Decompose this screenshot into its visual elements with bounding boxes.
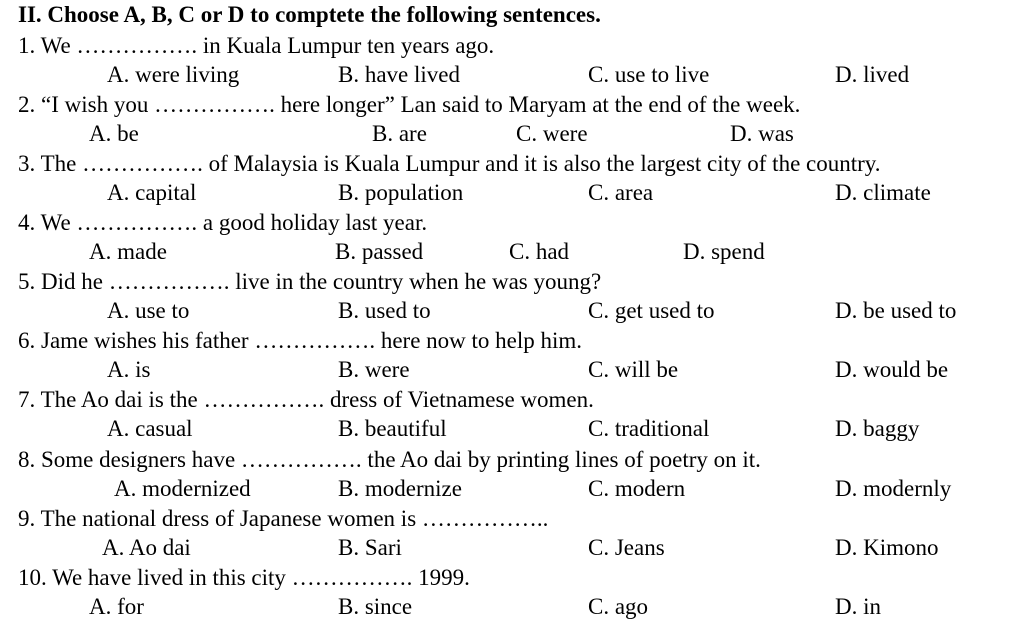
question-6: 6. Jame wishes his father ……………. here now to help him.	[18, 328, 583, 353]
q10-option-a: A. for	[89, 594, 144, 619]
q2-option-b: B. are	[372, 121, 427, 146]
q2-option-a: A. be	[89, 121, 139, 146]
q3-option-b: B. population	[338, 180, 464, 205]
q9-option-d: D. Kimono	[835, 535, 939, 560]
q9-option-c: C. Jeans	[588, 535, 665, 560]
question-3: 3. The ……………. of Malaysia is Kuala Lumpur and it is also the largest city of the country.	[18, 151, 881, 176]
question-10: 10. We have lived in this city ……………. 1999.	[18, 565, 470, 590]
q2-option-c: C. were	[516, 121, 588, 146]
question-1: 1. We ……………. in Kuala Lumpur ten years ago.	[18, 33, 495, 58]
q8-option-d: D. modernly	[835, 476, 952, 501]
question-4: 4. We ……………. a good holiday last year.	[18, 210, 428, 235]
exercise-heading: II. Choose A, B, C or D to comptete the following sentences.	[18, 2, 601, 27]
q4-option-a: A. made	[89, 239, 167, 264]
q6-option-a: A. is	[107, 357, 151, 382]
q10-option-c: C. ago	[588, 594, 649, 619]
q10-option-b: B. since	[338, 594, 413, 619]
q7-option-c: C. traditional	[588, 416, 710, 441]
q3-option-a: A. capital	[107, 180, 197, 205]
q8-option-c: C. modern	[588, 476, 686, 501]
q9-option-b: B. Sari	[338, 535, 402, 560]
q6-option-c: C. will be	[588, 357, 679, 382]
q8-option-a: A. modernized	[114, 476, 251, 501]
q4-option-c: C. had	[509, 239, 570, 264]
q7-option-d: D. baggy	[835, 416, 920, 441]
q6-option-d: D. would be	[835, 357, 949, 382]
q1-option-c: C. use to live	[588, 62, 710, 87]
question-7: 7. The Ao dai is the ……………. dress of Vietnamese women.	[18, 387, 594, 412]
q7-option-a: A. casual	[107, 416, 193, 441]
q10-option-d: D. in	[835, 594, 881, 619]
q5-option-d: D. be used to	[835, 298, 957, 323]
q8-option-b: B. modernize	[338, 476, 462, 501]
q3-option-c: C. area	[588, 180, 654, 205]
q9-option-a: A. Ao dai	[102, 535, 191, 560]
question-9: 9. The national dress of Japanese women is ……………..	[18, 506, 549, 531]
q5-option-c: C. get used to	[588, 298, 715, 323]
q4-option-d: D. spend	[683, 239, 765, 264]
q6-option-b: B. were	[338, 357, 410, 382]
q3-option-d: D. climate	[835, 180, 931, 205]
q1-option-a: A. were living	[107, 62, 240, 87]
q5-option-b: B. used to	[338, 298, 431, 323]
question-2: 2. “I wish you ……………. here longer” Lan said to Maryam at the end of the week.	[18, 92, 801, 117]
q1-option-b: B. have lived	[338, 62, 460, 87]
q1-option-d: D. lived	[835, 62, 910, 87]
q5-option-a: A. use to	[107, 298, 190, 323]
q2-option-d: D. was	[730, 121, 794, 146]
q7-option-b: B. beautiful	[338, 416, 447, 441]
question-8: 8. Some designers have ……………. the Ao dai by printing lines of poetry on it.	[18, 447, 761, 472]
question-5: 5. Did he ……………. live in the country when he was young?	[18, 269, 602, 294]
q4-option-b: B. passed	[335, 239, 424, 264]
